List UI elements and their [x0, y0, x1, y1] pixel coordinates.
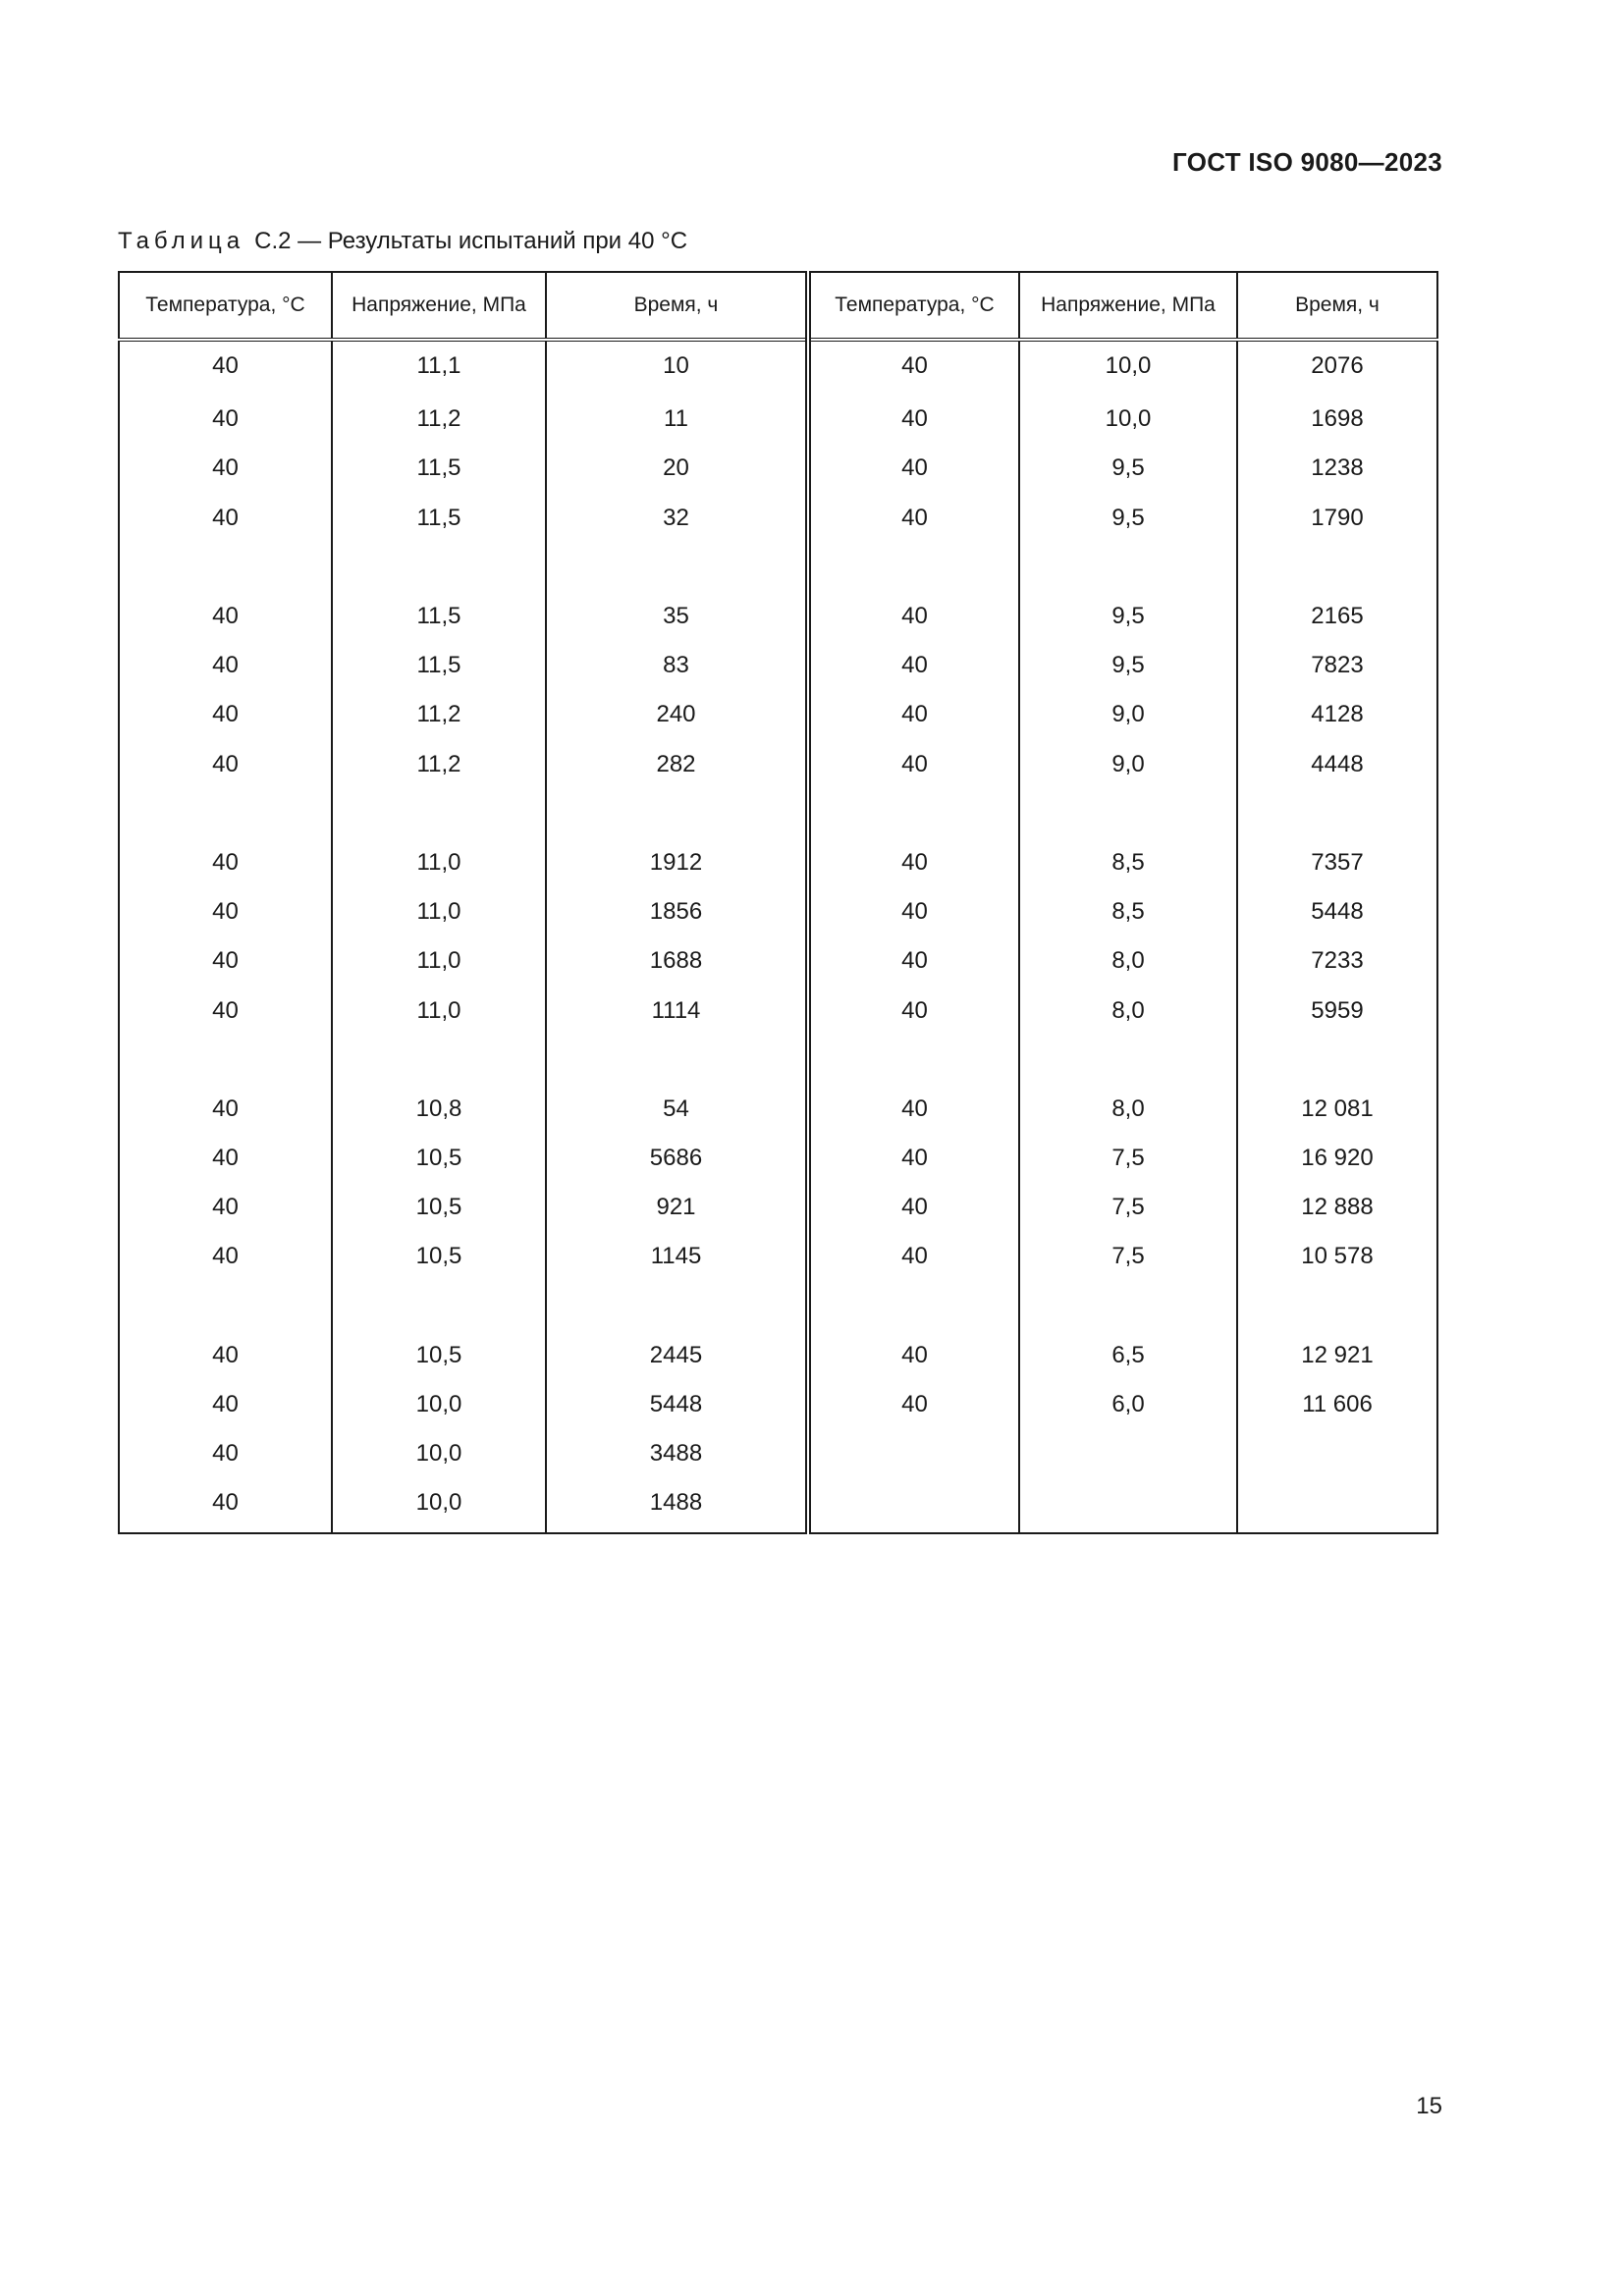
table-cell: 10,8	[332, 1085, 546, 1134]
table-cell: 40	[808, 1331, 1019, 1380]
results-table-container	[118, 271, 1436, 1534]
table-cell: 11,0	[332, 838, 546, 887]
table-row	[119, 1380, 1437, 1429]
table-cell: 40	[808, 391, 1019, 444]
table-row	[119, 494, 1437, 543]
table-cell	[1019, 543, 1237, 592]
table-row	[119, 789, 1437, 838]
table-cell	[1019, 1036, 1237, 1085]
column-header: Температура, °C	[119, 272, 332, 340]
table-cell: 2445	[546, 1331, 808, 1380]
table-cell: 6,5	[1019, 1331, 1237, 1380]
table-cell: 40	[119, 1232, 332, 1281]
table-cell	[808, 1429, 1019, 1478]
table-cell: 40	[808, 936, 1019, 986]
table-row	[119, 1282, 1437, 1331]
table-cell: 10,5	[332, 1232, 546, 1281]
table-cell: 11,0	[332, 986, 546, 1035]
table-cell: 40	[119, 641, 332, 690]
column-header: Напряжение, МПа	[1019, 272, 1237, 340]
table-cell	[119, 789, 332, 838]
table-cell: 7,5	[1019, 1134, 1237, 1183]
table-cell: 12 888	[1301, 1194, 1374, 1221]
table-cell: 40	[119, 838, 332, 887]
table-cell: 7233	[1311, 947, 1364, 975]
table-cell: 40	[808, 838, 1019, 887]
table-cell	[1019, 1429, 1237, 1478]
table-cell: 40	[808, 444, 1019, 493]
table-row	[119, 887, 1437, 936]
table-cell: 7,5	[1019, 1183, 1237, 1232]
table-cell: 40	[119, 1134, 332, 1183]
table-cell: 40	[808, 1380, 1019, 1429]
page-number: 15	[1416, 2093, 1442, 2119]
table-cell	[1019, 789, 1237, 838]
table-cell: 40	[119, 1183, 332, 1232]
table-cell: 40	[808, 887, 1019, 936]
table-row	[119, 690, 1437, 739]
table-cell: 40	[119, 592, 332, 641]
table-caption-label: Таблица	[118, 228, 245, 254]
table-cell: 16 920	[1301, 1145, 1374, 1172]
table-cell: 10,5	[332, 1331, 546, 1380]
table-cell: 240	[546, 690, 808, 739]
table-cell: 9,0	[1019, 740, 1237, 789]
table-cell: 9,0	[1019, 690, 1237, 739]
table-cell: 40	[119, 1429, 332, 1478]
table-caption	[118, 228, 687, 255]
table-cell: 35	[546, 592, 808, 641]
table-cell: 40	[808, 690, 1019, 739]
table-row	[119, 1478, 1437, 1532]
table-cell: 9,5	[1019, 444, 1237, 493]
table-cell	[332, 1036, 546, 1085]
table-cell: 40	[119, 690, 332, 739]
table-row	[119, 543, 1437, 592]
table-cell: 40	[808, 986, 1019, 1035]
table-row	[119, 740, 1437, 789]
table-cell: 5448	[1311, 898, 1364, 926]
table-cell: 8,5	[1019, 887, 1237, 936]
table-cell: 12 081	[1301, 1095, 1374, 1122]
table-cell	[808, 543, 1019, 592]
table-cell: 40	[119, 444, 332, 493]
table-cell	[1237, 543, 1437, 592]
table-cell: 40	[808, 592, 1019, 641]
table-cell: 10 578	[1301, 1243, 1374, 1270]
table-row	[119, 1134, 1437, 1183]
table-cell: 9,5	[1019, 494, 1237, 543]
table-cell: 40	[119, 494, 332, 543]
table-cell: 12 921	[1301, 1341, 1374, 1368]
column-header: Напряжение, МПа	[332, 272, 546, 340]
table-cell: 54	[546, 1085, 808, 1134]
table-row	[119, 1183, 1437, 1232]
table-cell: 40	[808, 1183, 1019, 1232]
results-table	[118, 271, 1438, 1534]
table-cell	[1237, 1282, 1437, 1331]
table-cell: 10,5	[332, 1134, 546, 1183]
table-cell: 40	[808, 340, 1019, 391]
table-cell: 11,5	[332, 641, 546, 690]
table-cell: 40	[119, 740, 332, 789]
table-cell	[1237, 1036, 1437, 1085]
table-cell: 10,0	[332, 1429, 546, 1478]
table-cell: 40	[119, 340, 332, 391]
table-cell: 40	[119, 1380, 332, 1429]
table-cell: 5448	[546, 1380, 808, 1429]
table-row	[119, 1232, 1437, 1281]
table-cell: 40	[119, 1478, 332, 1532]
table-cell: 2165	[1311, 603, 1364, 630]
table-cell: 40	[808, 1232, 1019, 1281]
table-cell: 10	[546, 340, 808, 391]
table-cell: 10,5	[332, 1183, 546, 1232]
table-row	[119, 838, 1437, 887]
table-cell: 1790	[1311, 504, 1364, 531]
table-cell: 282	[546, 740, 808, 789]
table-row	[119, 1331, 1437, 1380]
table-cell: 6,0	[1019, 1380, 1237, 1429]
table-cell: 1488	[546, 1478, 808, 1532]
table-cell: 11	[546, 391, 808, 444]
table-cell: 10,0	[332, 1380, 546, 1429]
table-row	[119, 936, 1437, 986]
table-cell: 40	[119, 1331, 332, 1380]
table-cell: 11,5	[332, 494, 546, 543]
table-cell: 1114	[546, 986, 808, 1035]
table-body	[119, 340, 1437, 1533]
table-cell: 40	[119, 986, 332, 1035]
table-cell	[119, 1282, 332, 1331]
table-cell: 40	[808, 641, 1019, 690]
table-cell: 5959	[1311, 996, 1364, 1024]
table-cell	[546, 1036, 808, 1085]
table-cell: 11,1	[332, 340, 546, 391]
table-cell: 8,0	[1019, 986, 1237, 1035]
table-cell	[1237, 1478, 1437, 1532]
table-cell: 40	[119, 1085, 332, 1134]
table-cell: 8,0	[1019, 1085, 1237, 1134]
table-cell: 1238	[1311, 454, 1364, 482]
table-cell: 83	[546, 641, 808, 690]
table-cell: 32	[546, 494, 808, 543]
table-cell: 8,0	[1019, 936, 1237, 986]
table-cell: 20	[546, 444, 808, 493]
table-row	[119, 592, 1437, 641]
table-cell: 5686	[546, 1134, 808, 1183]
table-cell: 11,2	[332, 740, 546, 789]
table-cell	[332, 543, 546, 592]
table-cell: 11,0	[332, 887, 546, 936]
table-cell	[546, 789, 808, 838]
table-cell	[808, 1036, 1019, 1085]
table-cell	[1019, 1478, 1237, 1532]
table-cell: 40	[808, 1134, 1019, 1183]
table-cell	[808, 789, 1019, 838]
table-caption-text: С.2 — Результаты испытаний при 40 °C	[254, 228, 688, 254]
table-cell: 2076	[1311, 352, 1364, 380]
table-row	[119, 444, 1437, 493]
table-cell: 4448	[1311, 750, 1364, 777]
table-row	[119, 391, 1437, 444]
table-cell: 4128	[1311, 701, 1364, 728]
table-cell: 9,5	[1019, 641, 1237, 690]
table-cell: 10,0	[1019, 340, 1237, 391]
table-row	[119, 1036, 1437, 1085]
table-cell	[119, 543, 332, 592]
table-cell: 7357	[1311, 848, 1364, 876]
table-cell	[546, 543, 808, 592]
table-cell: 9,5	[1019, 592, 1237, 641]
table-cell	[119, 1036, 332, 1085]
table-cell: 11,0	[332, 936, 546, 986]
table-cell	[332, 789, 546, 838]
table-cell: 1145	[546, 1232, 808, 1281]
table-cell: 8,5	[1019, 838, 1237, 887]
table-cell	[1019, 1282, 1237, 1331]
table-cell: 7823	[1311, 652, 1364, 679]
table-cell: 921	[546, 1183, 808, 1232]
table-cell: 11 606	[1302, 1391, 1373, 1418]
document-standard-header: ГОСТ ISO 9080—2023	[1172, 147, 1442, 177]
table-cell: 40	[119, 887, 332, 936]
table-row	[119, 1085, 1437, 1134]
column-header: Время, ч	[546, 272, 808, 340]
table-cell: 40	[808, 494, 1019, 543]
table-cell: 11,5	[332, 444, 546, 493]
table-cell	[808, 1478, 1019, 1532]
table-cell: 10,0	[332, 1478, 546, 1532]
table-cell: 40	[119, 391, 332, 444]
table-cell: 11,5	[332, 592, 546, 641]
table-cell: 11,2	[332, 690, 546, 739]
table-cell: 7,5	[1019, 1232, 1237, 1281]
table-cell: 3488	[546, 1429, 808, 1478]
table-cell: 40	[119, 936, 332, 986]
table-cell	[332, 1282, 546, 1331]
table-header-row	[119, 272, 1437, 340]
table-row	[119, 1429, 1437, 1478]
column-header: Время, ч	[1237, 272, 1437, 340]
column-header: Температура, °C	[808, 272, 1019, 340]
table-cell	[1237, 1429, 1437, 1478]
table-cell: 1856	[546, 887, 808, 936]
table-cell: 1698	[1311, 405, 1364, 433]
table-cell: 1912	[546, 838, 808, 887]
table-row	[119, 986, 1437, 1035]
table-cell	[808, 1282, 1019, 1331]
table-cell: 40	[808, 1085, 1019, 1134]
table-cell: 10,0	[1019, 391, 1237, 444]
table-cell: 1688	[546, 936, 808, 986]
table-cell: 11,2	[332, 391, 546, 444]
table-cell: 40	[808, 740, 1019, 789]
table-row	[119, 641, 1437, 690]
table-cell	[546, 1282, 808, 1331]
table-cell	[1237, 789, 1437, 838]
table-row	[119, 340, 1437, 391]
